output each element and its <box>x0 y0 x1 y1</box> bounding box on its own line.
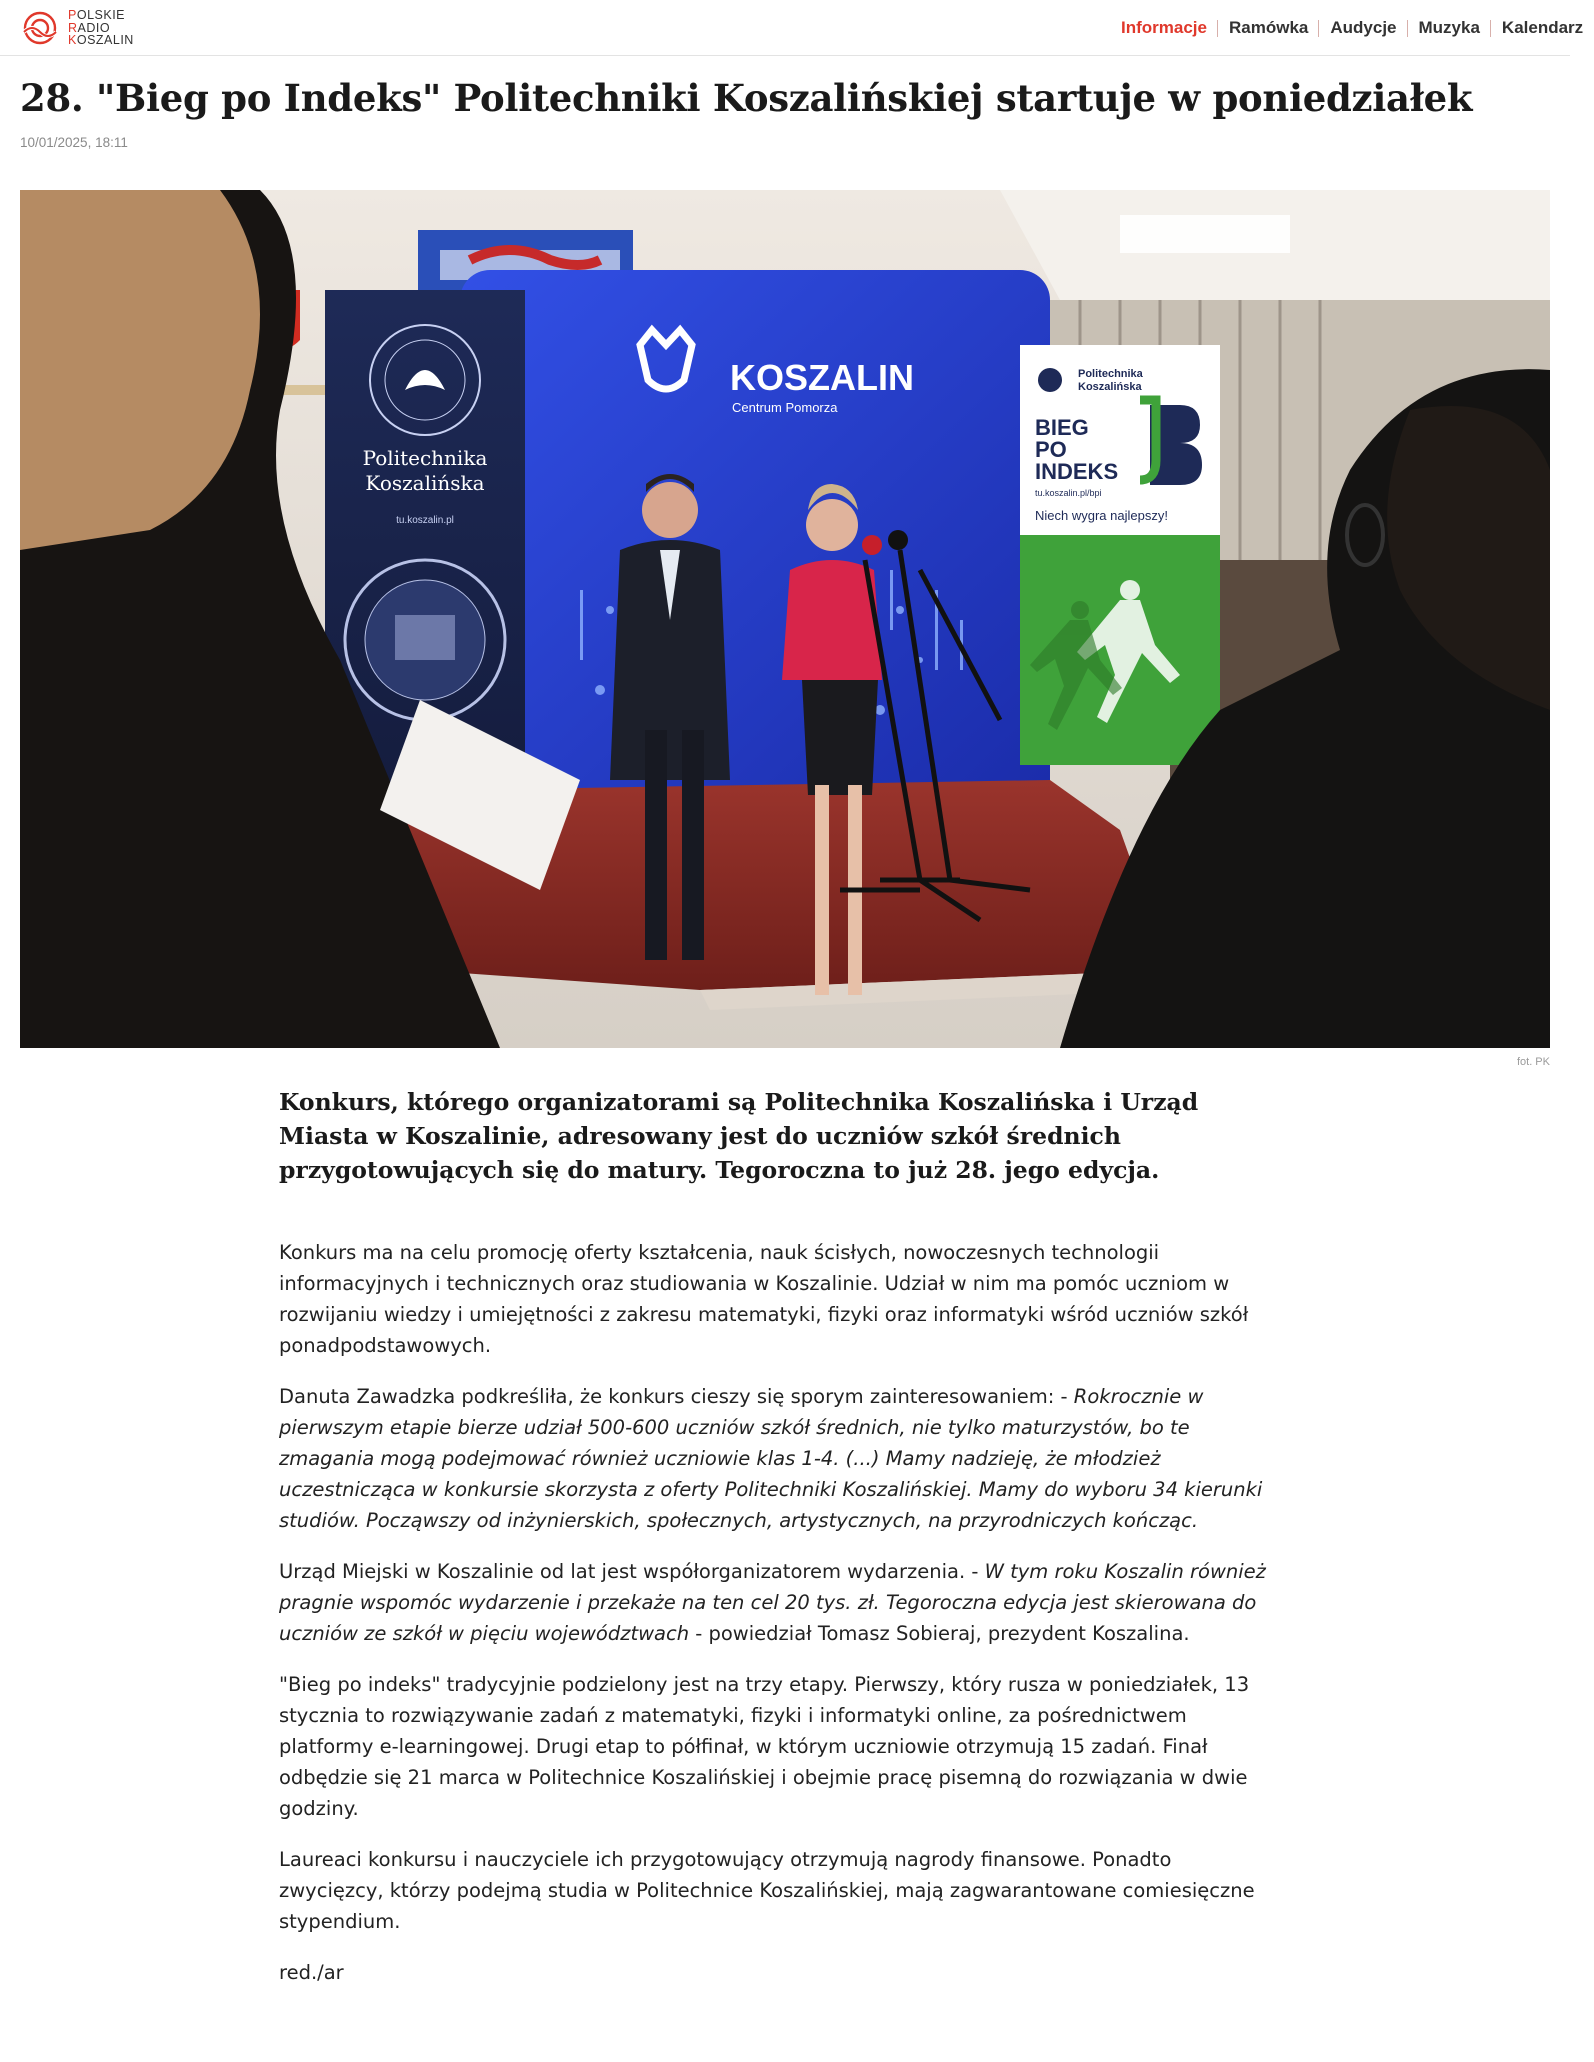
nav-item-kalendarz[interactable]: Kalendarz <box>1491 18 1594 38</box>
right-banner-line1: BIEG <box>1035 415 1089 440</box>
main-nav <box>1110 0 1584 56</box>
article-body <box>279 1085 1279 2008</box>
right-banner-header1: Politechnika <box>1078 368 1143 380</box>
backdrop-sub: Centrum Pomorza <box>732 400 838 415</box>
paragraph-5: Laureaci konkursu i nauczyciele ich przygotowujący otrzymują nagrody finansowe. Ponadto zwycięzcy, którzy podejmą studia w Politechnice Koszalińskiej, mają zagwarantowane comiesięczne stypendium. <box>279 1848 1255 1933</box>
paragraph-2 <box>279 1381 1279 1536</box>
right-banner-line2: PO <box>1035 437 1067 462</box>
right-banner-url: tu.koszalin.pl/bpi <box>1035 488 1102 498</box>
right-banner-header2: Koszalińska <box>1078 381 1142 393</box>
left-banner-url: tu.koszalin.pl <box>396 515 454 526</box>
paragraph-2-quote: Rokrocznie w pierwszym etapie bierze udział 500-600 uczniów szkół średnich, nie tylko maturzystów, bo te zmagania mogą podejmować również uczniowie klas 1-4. (...) Mamy nadzieję, że młodzież uczestnicząca w konkursie skorzysta z oferty Politechniki Koszalińskiej. Mamy do wyboru 34 kierunki studiów. Począwszy od inżynierskich, społecznych, artystycznych, na przyrodniczych kończąc. <box>279 1385 1263 1532</box>
paragraph-1: Konkurs ma na celu promocję oferty kształcenia, nauk ścisłych, nowoczesnych technologii informacyjnych i technicznych oraz studiowania w Koszalinie. Udział w nim ma pomóc uczniom w rozwijaniu wiedzy i umiejętności z zakresu matematyki, fizyki oraz informatyki wśród uczniów szkół ponadpodstawowych. <box>279 1241 1249 1357</box>
paragraph-3-intro: Urząd Miejski w Koszalinie od lat jest współorganizatorem wydarzenia. - <box>279 1560 985 1583</box>
left-banner-line1: Politechnika <box>362 446 488 470</box>
article-title: 28. "Bieg po Indeks" Politechniki Koszalińskiej startuje w poniedziałek <box>20 76 1473 120</box>
left-banner-line2: Koszalińska <box>365 471 485 495</box>
right-banner-slogan: Niech wygra najlepszy! <box>1035 508 1168 523</box>
paragraph-3-quote: W tym roku Koszalin również pragnie wspomóc wydarzenie i przekaże na ten cel 20 tys. zł. Tegoroczna edycja jest skierowana do uczniów ze szkół w pięciu województwach <box>279 1560 1266 1645</box>
paragraph-3-outro: - powiedział Tomasz Sobieraj, prezydent Koszalina. <box>689 1622 1190 1645</box>
press-conference-illustration <box>20 190 1550 1048</box>
site-logo[interactable] <box>20 8 160 48</box>
article-lead: Konkurs, którego organizatorami są Politechnika Koszalińska i Urząd Miasta w Koszalinie, adresowany jest do uczniów szkół średnich przygotowujących się do matury. Tegoroczna to już 28. jego edycja. <box>279 1088 1199 1184</box>
paragraph-4: "Bieg po indeks" tradycyjnie podzielony jest na trzy etapy. Pierwszy, który rusza w poniedziałek, 13 stycznia to rozwiązywanie zadań z matematyki, fizyki i informatyki online, za pośrednictwem platformy e-learningowej. Drugi etap to półfinał, w którym uczniowie otrzymują 15 zadań. Finał odbędzie się 21 marca w Politechnice Koszalińskiej i obejmie pracę pisemną do rozwiązania w dwie godziny. <box>279 1673 1250 1820</box>
nav-item-muzyka[interactable]: Muzyka <box>1408 18 1491 38</box>
article-photo <box>20 190 1550 1048</box>
nav-item-audycje[interactable]: Audycje <box>1319 18 1407 38</box>
paragraph-3 <box>279 1556 1279 1649</box>
nav-item-ramowka[interactable]: Ramówka <box>1218 18 1319 38</box>
radio-wave-icon <box>20 8 60 48</box>
article-date: 10/01/2025, 18:11 <box>20 135 128 150</box>
photo-credit: fot. PK <box>1516 1056 1550 1068</box>
nav-item-informacje[interactable]: Informacje <box>1121 18 1207 37</box>
paragraph-2-intro: Danuta Zawadzka podkreśliła, że konkurs cieszy się sporym zainteresowaniem: - <box>279 1385 1074 1408</box>
logo-wordmark: POLSKIE RADIO KOSZALIN <box>68 8 134 48</box>
backdrop-brand: KOSZALIN <box>730 357 914 398</box>
site-header <box>0 0 1584 56</box>
article-signature: red./ar <box>279 1961 344 1984</box>
right-banner-line3: INDEKS <box>1035 459 1119 484</box>
